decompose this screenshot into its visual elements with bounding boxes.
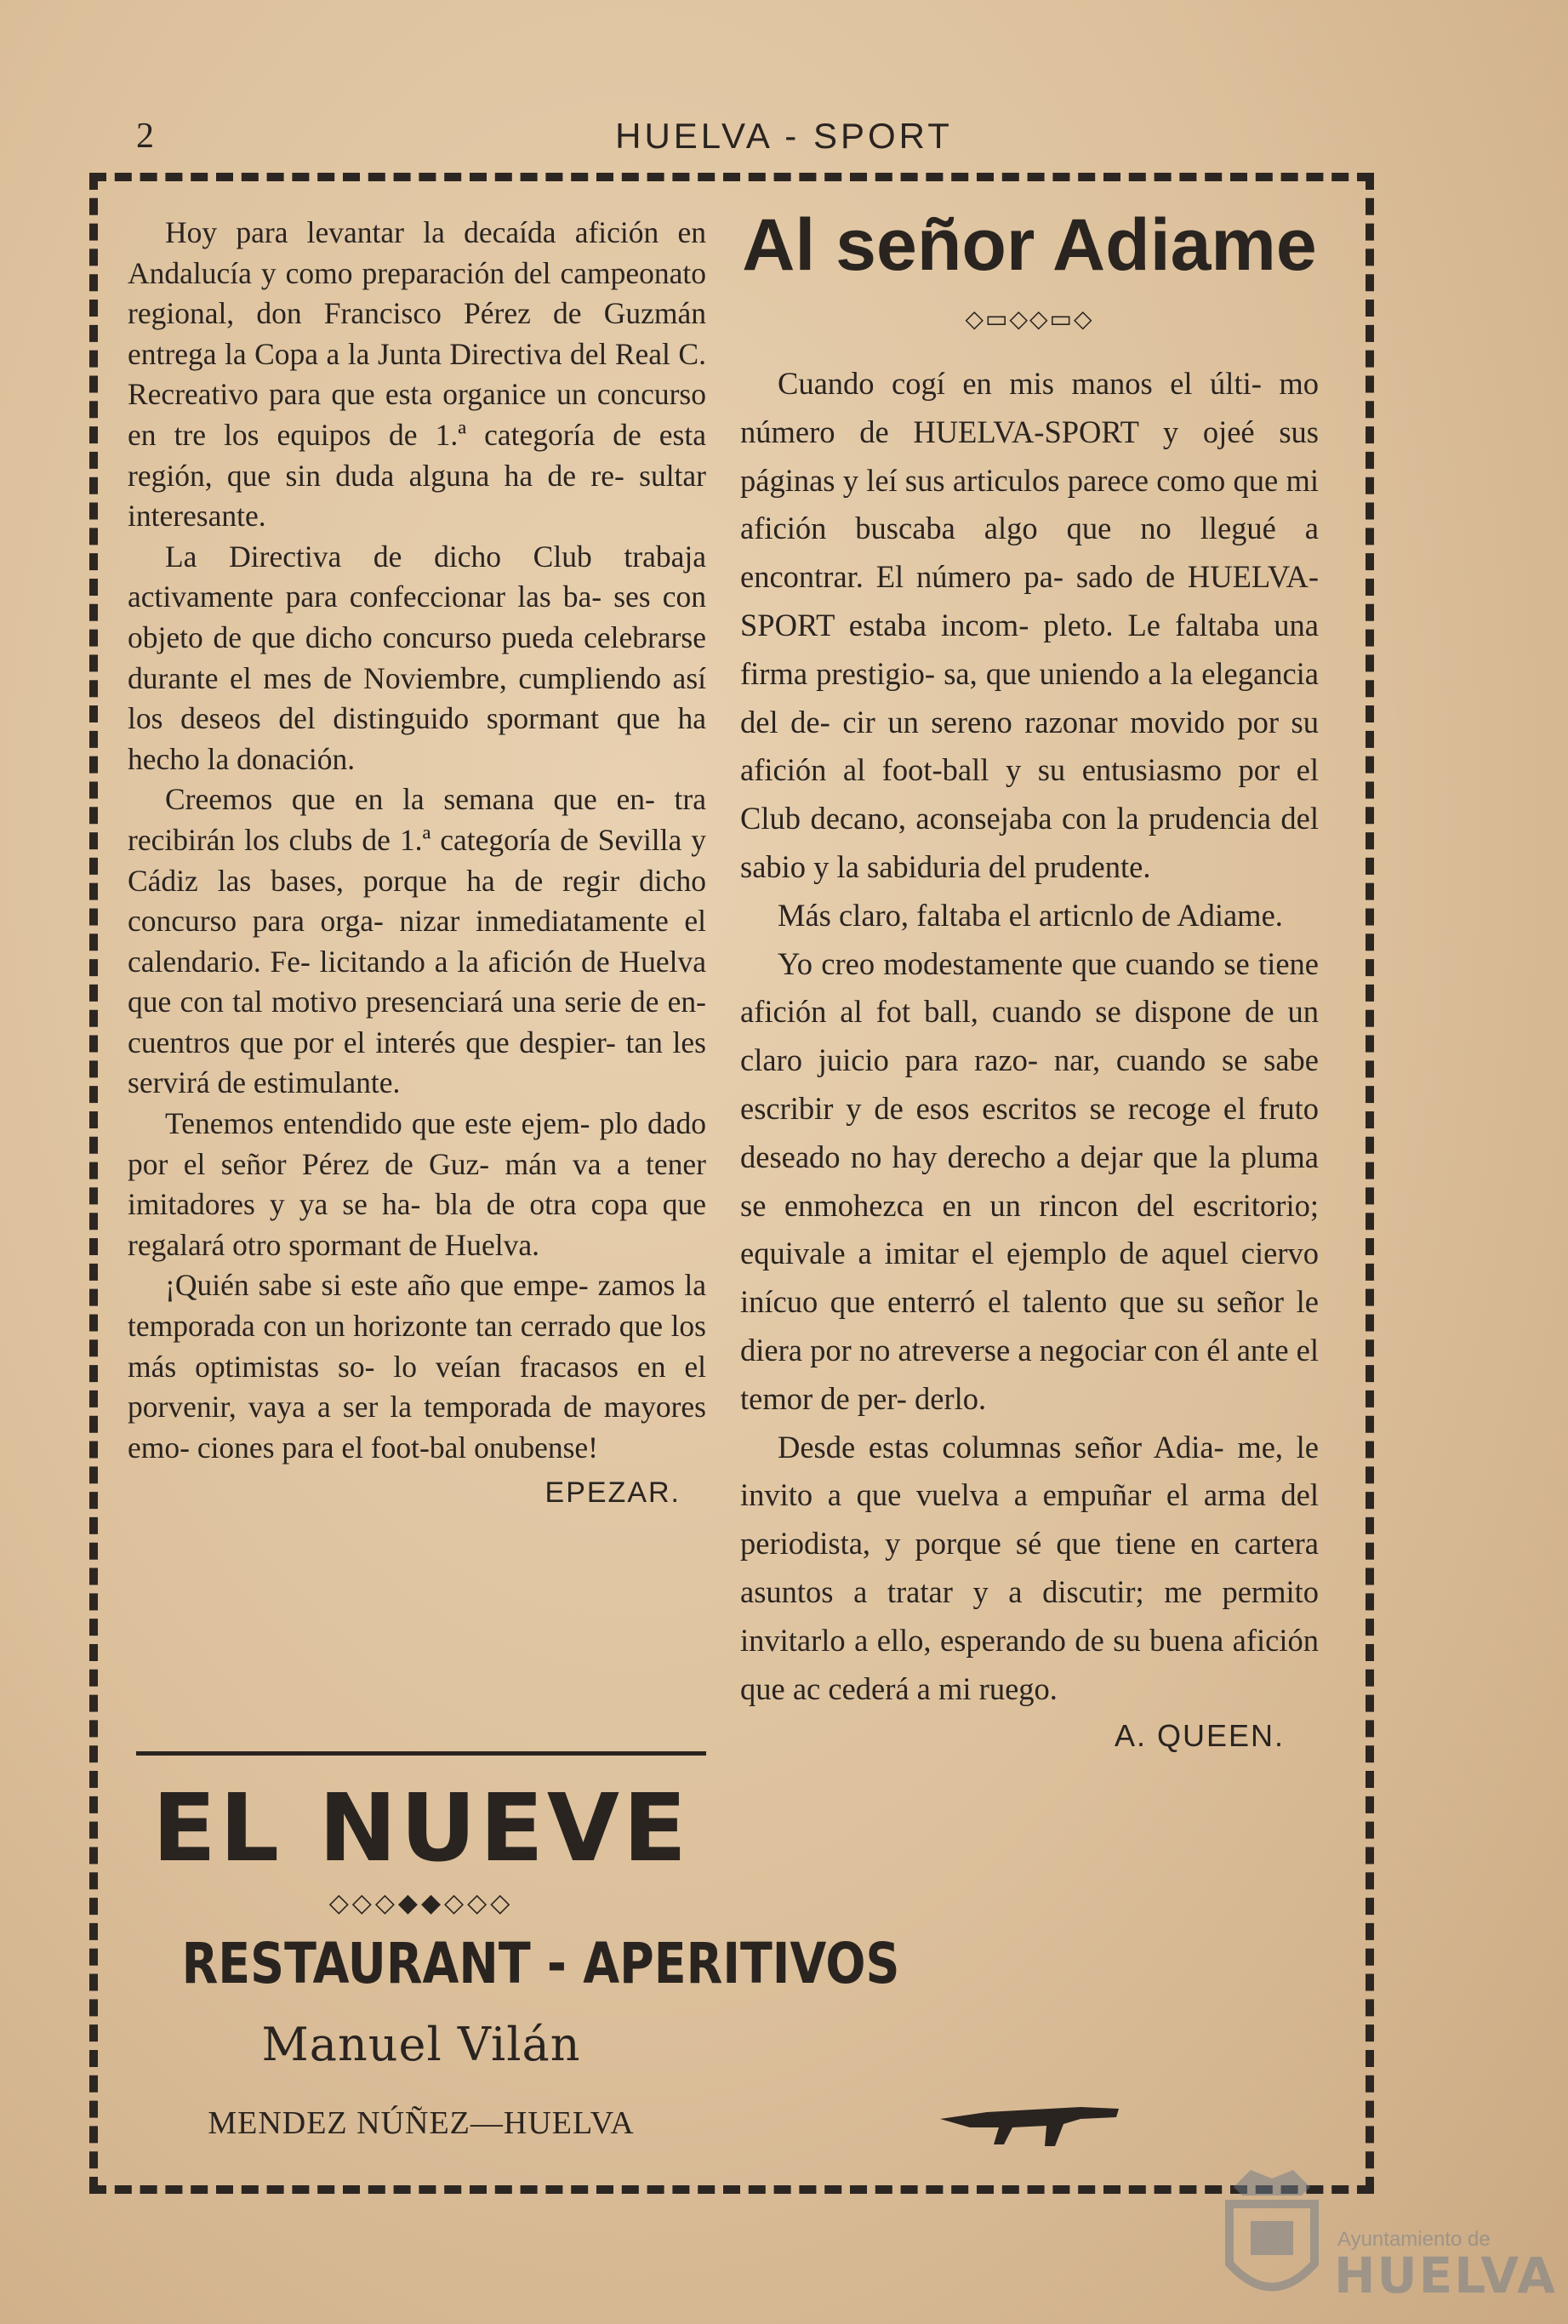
ad-owner: Manuel Vilán	[261, 2018, 581, 2071]
left-article-signature: EPEZAR.	[545, 1476, 681, 1510]
title-ornament: ◇▭◇◇▭◇	[965, 305, 1094, 333]
left-paragraph-5: ¡Quién sabe si este año que empe- zamos la temporada con un horizonte tan cerrado que los más optimistas so- lo veían fracasos en el porvenir, vaya a ser la temporada de mayores emo- ciones para el foot-bal onubense!	[128, 1268, 706, 1465]
page-header	[0, 116, 1568, 167]
left-paragraph-3: Creemos que en la semana que en- tra recibirán los clubs de 1.ª categoría de Sevilla y Cádiz las bases, porque ha de regir dicho concurso para orga- nizar inmediatamente el calendario. Fe- licitando a la afición de Huelva que con tal motivo presenciará una serie de en- cuentros que por el interés que despier- tan les servirá de estimulante.	[128, 782, 706, 1100]
right-article-title: Al señor Adiame	[742, 204, 1317, 286]
pen-ornament-icon	[936, 2093, 1123, 2156]
right-paragraph-4: Desde estas columnas señor Adia- me, le invito a que vuelva a empuñar el arma del periodista, y porque sé que tiene en cartera asuntos a tratar y a discutir; me permito invitarlo a ello, esperando de su buena afición que ac cederá a mi ruego.	[740, 1429, 1319, 1706]
ad-type: RESTAURANT - APERITIVOS	[181, 1931, 900, 1996]
right-column	[740, 203, 1319, 1754]
ad-divider	[136, 1751, 706, 1756]
ad-ornament: ◇◇◇◆◆◇◇◇	[328, 1888, 514, 1918]
page-number: 2	[136, 117, 154, 156]
advertisement	[136, 1751, 900, 2144]
watermark-line1: Ayuntamiento de	[1337, 2228, 1491, 2251]
watermark-line2: HUELVA	[1334, 2247, 1558, 2304]
ad-address: MENDEZ NÚÑEZ—HUELVA	[208, 2105, 635, 2141]
watermark	[1217, 2153, 1558, 2323]
right-paragraph-3: Yo creo modestamente que cuando se tiene afición al fot ball, cuando se dispone de un claro juicio para razo- nar, cuando se sabe escribir y de esos escritos se recoge el fruto deseado no hay derecho a dejar que la pluma se enmohezca en un rincon del escritorio; equivale a imitar el ejemplo de aquel ciervo inícuo que enterró el talento que su señor le diera por no atreverse a negociar con él ante el temor de per- derlo.	[740, 945, 1319, 1416]
masthead: HUELVA - SPORT	[615, 116, 953, 156]
left-column	[128, 213, 706, 1510]
right-article-signature: A. QUEEN.	[1114, 1718, 1285, 1754]
crest-icon	[1217, 2153, 1327, 2306]
left-paragraph-4: Tenemos entendido que este ejem- plo dado por el señor Pérez de Guz- mán va a tener imitadores y ya se ha- bla de otra copa que regalará otro spormant de Huelva.	[128, 1106, 706, 1262]
left-paragraph-2: La Directiva de dicho Club trabaja activamente para confeccionar las ba- ses con objeto de que dicho concurso pueda celebrarse durante el mes de Noviembre, cumpliendo así los deseos del distinguido spormant que ha hecho la donación.	[128, 539, 706, 776]
right-article-body	[740, 360, 1319, 1713]
right-paragraph-1: Cuando cogí en mis manos el últi- mo número de HUELVA-SPORT y ojeé sus páginas y leí sus articulos parece como que mi afición buscaba algo que no llegué a encontrar. El número pa- sado de HUELVA-SPORT estaba incom- pleto. Le faltaba una firma prestigio- sa, que uniendo a la elegancia del de- cir un sereno razonar movido por su afición al foot-ball y su entusiasmo por el Club decano, aconsejaba con la prudencia del sabio y la sabiduria del prudente.	[740, 366, 1319, 884]
left-paragraph-1: Hoy para levantar la decaída afición en Andalucía y como preparación del campeonato regional, don Francisco Pérez de Guzmán entrega la Copa a la Junta Directiva del Real C. Recreativo para que esta organice un concurso en tre los equipos de 1.ª categoría de esta región, que sin duda alguna ha de re- sultar interesante.	[128, 215, 706, 534]
right-paragraph-2: Más claro, faltaba el articnlo de Adiame.	[778, 897, 1283, 933]
left-article-body	[128, 213, 706, 1468]
ad-name: EL NUEVE	[151, 1773, 691, 1882]
